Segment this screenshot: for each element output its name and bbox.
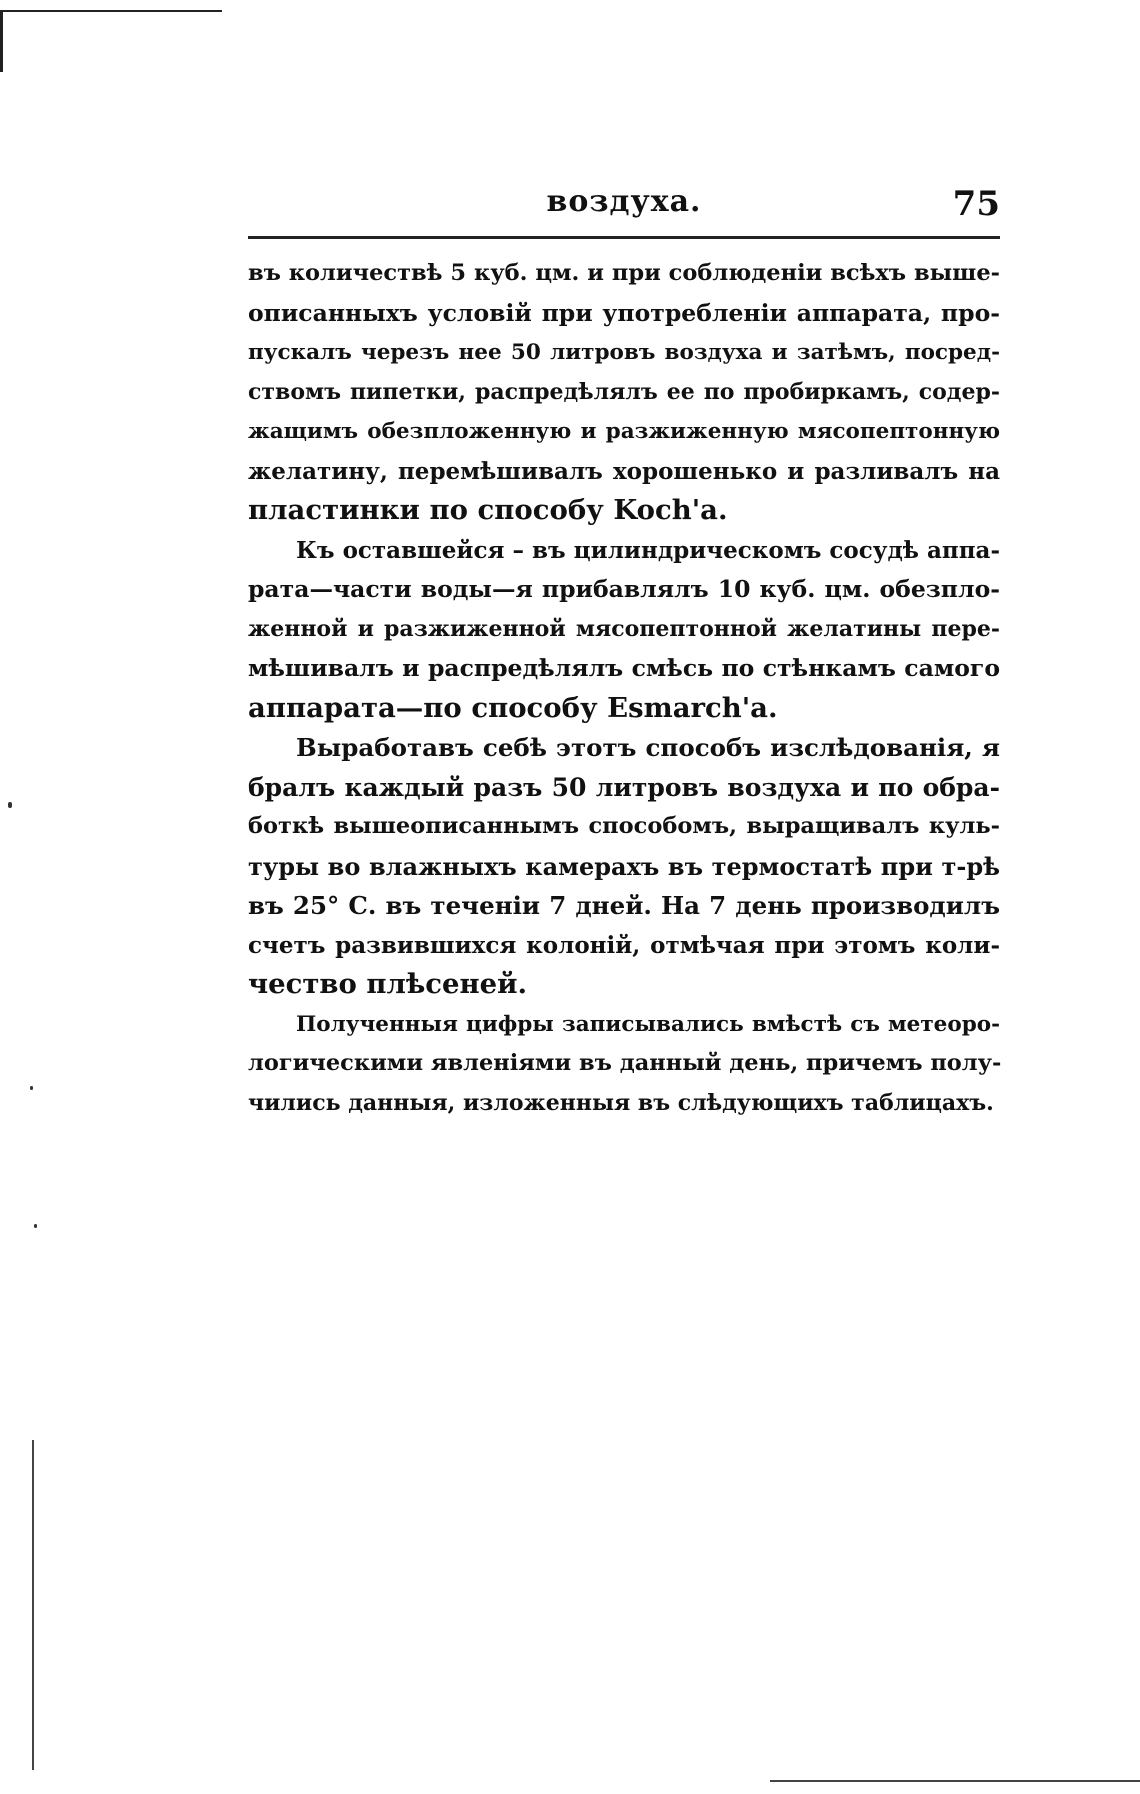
body-text bbox=[248, 254, 1000, 1123]
scan-speck bbox=[34, 1224, 37, 1228]
text-line: чество плѣсеней. bbox=[248, 968, 528, 1000]
text-line: Къ оставшейся – въ цилиндрическомъ сосудѣ аппа- bbox=[296, 536, 1000, 564]
text-line: аппарата—по способу Esmarch'a. bbox=[248, 691, 778, 724]
text-line: Выработавъ себѣ этотъ способъ изслѣдованія, я bbox=[296, 733, 1000, 762]
text-line: рата—части воды—я прибавлялъ 10 куб. цм. обезпло- bbox=[248, 575, 1000, 603]
text-line: въ количествѣ 5 куб. цм. и при соблюденіи всѣхъ выше- bbox=[248, 260, 1000, 286]
text-line: описанныхъ условій при употребленіи аппарата, про- bbox=[248, 298, 1000, 327]
text-line: логическими явленіями въ данный день, причемъ полу- bbox=[248, 1050, 1002, 1076]
paragraph bbox=[248, 254, 1000, 531]
text-line: жащимъ обезпложенную и разжиженную мясопептонную bbox=[248, 419, 1000, 444]
text-line: въ 25° С. въ теченіи 7 дней. На 7 день производилъ bbox=[248, 891, 1000, 920]
scan-border-top bbox=[0, 10, 222, 12]
header-rule bbox=[248, 236, 1000, 239]
text-line: ствомъ пипетки, распредѣлялъ ее по пробиркамъ, содер- bbox=[248, 378, 1000, 405]
scan-border-left-lower bbox=[32, 1440, 34, 1770]
text-line: боткѣ вышеописаннымъ способомъ, выращивалъ куль- bbox=[248, 813, 1000, 839]
text-line: туры во влажныхъ камерахъ въ термостатѣ при т-рѣ bbox=[248, 851, 1000, 881]
scan-border-bottom bbox=[770, 1780, 1140, 1782]
page-number: 75 bbox=[952, 184, 1000, 224]
paragraph bbox=[248, 531, 1000, 729]
page-header bbox=[248, 184, 1000, 232]
paragraph bbox=[248, 1005, 1000, 1124]
scan-speck bbox=[8, 802, 12, 808]
scan-speck bbox=[30, 1086, 33, 1090]
text-line: желатину, перемѣшивалъ хорошенько и разливалъ на bbox=[248, 457, 1000, 485]
text-line: мѣшивалъ и распредѣлялъ смѣсь по стѣнкамъ самого bbox=[248, 654, 1000, 682]
scan-border-left bbox=[0, 10, 3, 72]
text-line: счетъ развившихся колоній, отмѣчая при этомъ коли- bbox=[248, 931, 1000, 959]
running-head: воздуха. bbox=[546, 184, 702, 219]
paragraph bbox=[248, 728, 1000, 1005]
text-line: пускалъ черезъ нее 50 литровъ воздуха и затѣмъ, посред- bbox=[248, 340, 1000, 365]
text-line: чились данныя, изложенныя въ слѣдующихъ таблицахъ. bbox=[248, 1089, 994, 1116]
text-line: женной и разжиженной мясопептонной желатины пере- bbox=[248, 615, 1000, 642]
text-line: пластинки по способу Koch'a. bbox=[248, 494, 728, 526]
text-line: Полученныя цифры записывались вмѣстѣ съ метеоро- bbox=[296, 1011, 1000, 1037]
text-line: бралъ каждый разъ 50 литровъ воздуха и по обра- bbox=[248, 772, 1000, 802]
